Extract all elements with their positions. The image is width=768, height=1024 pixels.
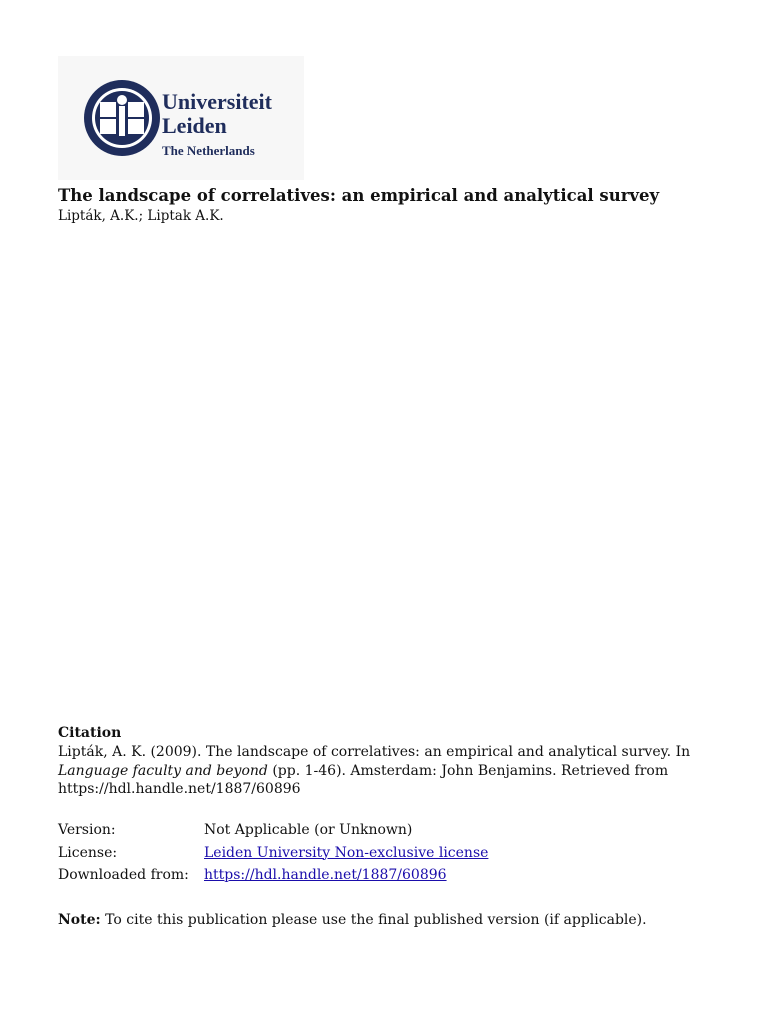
citation-book-title: Language faculty and beyond xyxy=(58,762,268,779)
citation-text-before: Lipták, A. K. (2009). The landscape of correlatives: an empirical and analytical survey. In xyxy=(58,744,691,760)
citation-text-after: (pp. 1-46). Amsterdam: John Benjamins. Retrieved from https://hdl.handle.net/1887/60896 xyxy=(58,762,669,797)
license-link[interactable]: Leiden University Non-exclusive license xyxy=(204,844,489,861)
citation-heading: Citation xyxy=(58,725,122,741)
document-title: The landscape of correlatives: an empirical and analytical survey xyxy=(58,186,660,205)
logo-line-leiden: Leiden xyxy=(162,113,227,138)
license-label: License: xyxy=(58,844,118,861)
citation-text xyxy=(58,743,718,799)
university-seal-icon xyxy=(82,78,162,158)
university-logo xyxy=(58,56,304,180)
document-authors: Lipták, A.K.; Liptak A.K. xyxy=(58,208,224,224)
logo-line-universiteit: Universiteit xyxy=(162,89,272,114)
logo-line-netherlands: The Netherlands xyxy=(162,143,255,158)
downloaded-label: Downloaded from: xyxy=(58,867,189,883)
version-value: Not Applicable (or Unknown) xyxy=(204,822,413,838)
handle-link[interactable]: https://hdl.handle.net/1887/60896 xyxy=(204,867,447,883)
note-label: Note: xyxy=(58,912,101,928)
logo-wordmark xyxy=(162,90,272,162)
version-label: Version: xyxy=(58,822,116,838)
note-text: To cite this publication please use the final published version (if applicable). xyxy=(100,912,647,928)
note xyxy=(58,912,647,928)
